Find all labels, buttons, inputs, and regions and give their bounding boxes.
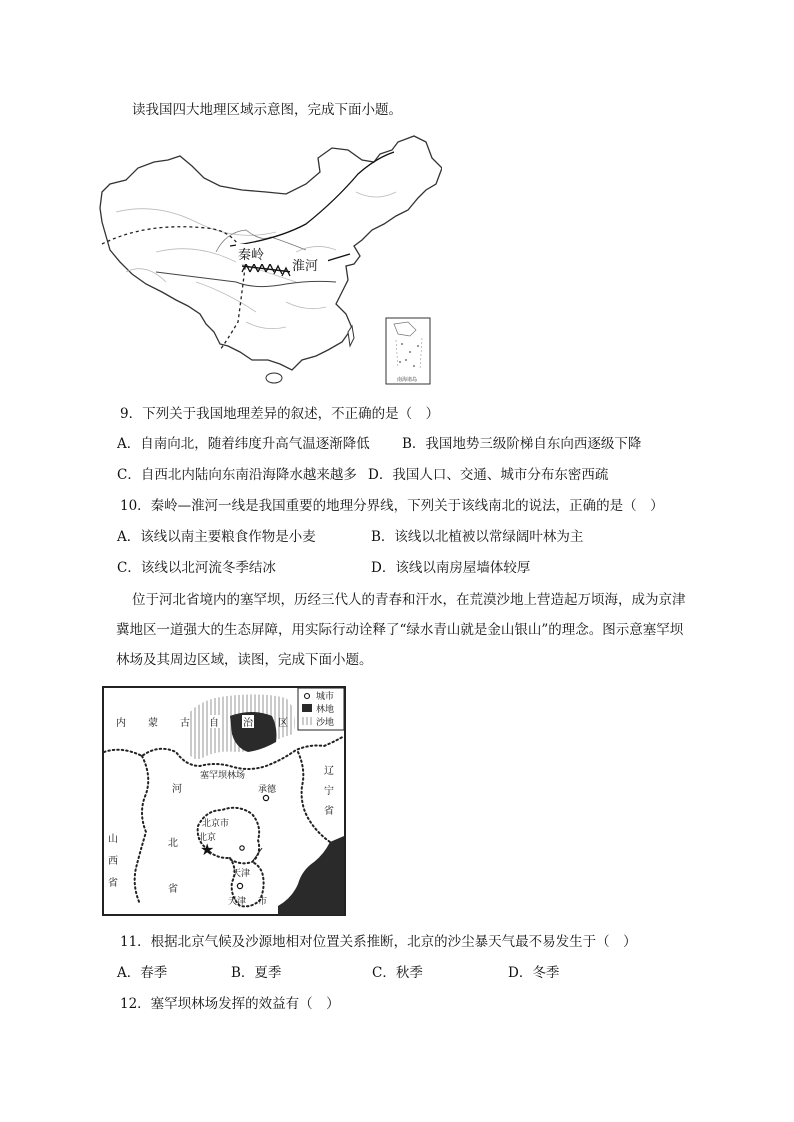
legend-forest-label: 林地 (316, 705, 335, 715)
label-zi: 自 (209, 718, 219, 729)
label-sheng-liao: 省 (324, 806, 334, 817)
legend-sand-icon (302, 717, 312, 725)
q11-option-d[interactable]: D．冬季 (508, 965, 560, 981)
q9-option-b[interactable]: B．我国地势三级阶梯自东向西逐级下降 (402, 436, 642, 452)
chengde-city-icon (263, 795, 268, 800)
label-sheng-shanxi: 省 (108, 878, 118, 889)
intro-text-1: 读我国四大地理区域示意图，完成下面小题。 (132, 102, 402, 118)
forest-label: 塞罕坝林场 (200, 771, 246, 781)
saihanba-region-map (102, 686, 346, 916)
china-regions-map (96, 132, 442, 386)
south-sea-inset (386, 318, 430, 384)
q9-option-a[interactable]: A．自南向北，随着纬度升高气温逐渐降低 (117, 436, 370, 452)
label-xi: 西 (108, 856, 118, 867)
hainan-island (266, 373, 282, 383)
q11-stem: 11．根据北京气候及沙源地相对位置关系推断，北京的沙尘暴天气最不易发生于（ ） (120, 934, 637, 950)
label-gu: 古 (180, 718, 190, 729)
q11-option-b[interactable]: B．夏季 (231, 965, 282, 981)
chengde-label: 承德 (258, 785, 277, 795)
beijing-star-icon: ★ (200, 840, 215, 859)
label-liao: 辽 (324, 766, 334, 777)
inset-caption: 南海诸岛 (397, 377, 418, 383)
legend-city-label: 城市 (316, 692, 335, 702)
small-city-icon (240, 846, 244, 850)
q12-stem: 12．塞罕坝林场发挥的效益有（ ） (120, 996, 340, 1012)
intro-text-2: 位于河北省境内的塞罕坝，历经三代人的青春和汗水，在荒漠沙地上营造起万顷海，成为京津冀地区一道强大的生态屏障，用实际行动诠释了“绿水青山就是金山银山”的理念。图示意塞罕坝林场及其周边区域，读图，完成下面小题。 (116, 592, 686, 668)
huaihe-label: 淮河 (292, 259, 319, 274)
q10-option-c[interactable]: C．该线以北河流冬季结冰 (117, 560, 276, 576)
q9-option-c[interactable]: C．自西北内陆向东南沿海降水越来越多 (117, 467, 357, 483)
label-he: 河 (172, 784, 182, 795)
q10-option-b[interactable]: B．该线以北植被以常绿阔叶林为主 (371, 529, 584, 545)
q10-option-a[interactable]: A．该线以南主要粮食作物是小麦 (117, 529, 316, 545)
label-zhi: 治 (243, 718, 253, 729)
qinling-label: 秦岭 (238, 248, 265, 263)
beijing-label: 北京 (198, 833, 217, 843)
legend-forest-icon (302, 704, 312, 712)
label-nei: 内 (116, 718, 126, 729)
beijing-city-label: 北京市 (202, 819, 230, 829)
tianjin-city-icon (237, 883, 242, 888)
label-ning: 宁 (324, 786, 334, 797)
q10-option-d[interactable]: D．该线以南房屋墙体较厚 (371, 560, 531, 576)
map-legend (298, 688, 344, 730)
label-meng: 蒙 (148, 718, 158, 729)
label-bei: 北 (168, 838, 178, 849)
q10-stem: 10．秦岭—淮河一线是我国重要的地理分界线，下列关于该线南北的说法，正确的是（ ） (120, 498, 664, 514)
q11-option-c[interactable]: C．秋季 (372, 965, 423, 981)
shi-label: 市 (258, 897, 268, 907)
legend-city-icon (305, 694, 310, 699)
legend-sand-label: 沙地 (316, 718, 335, 728)
label-qu: 区 (278, 718, 288, 729)
label-shan: 山 (108, 834, 118, 845)
q9-stem: 9．下列关于我国地理差异的叙述，不正确的是（ ） (120, 406, 440, 422)
q11-option-a[interactable]: A．春季 (117, 965, 168, 981)
tianjin-label: 天津 (232, 869, 251, 879)
tianjin-city-label: 天津 (228, 897, 247, 907)
label-sheng-he: 省 (168, 884, 178, 895)
q9-option-d[interactable]: D．我国人口、交通、城市分布东密西疏 (368, 467, 609, 483)
